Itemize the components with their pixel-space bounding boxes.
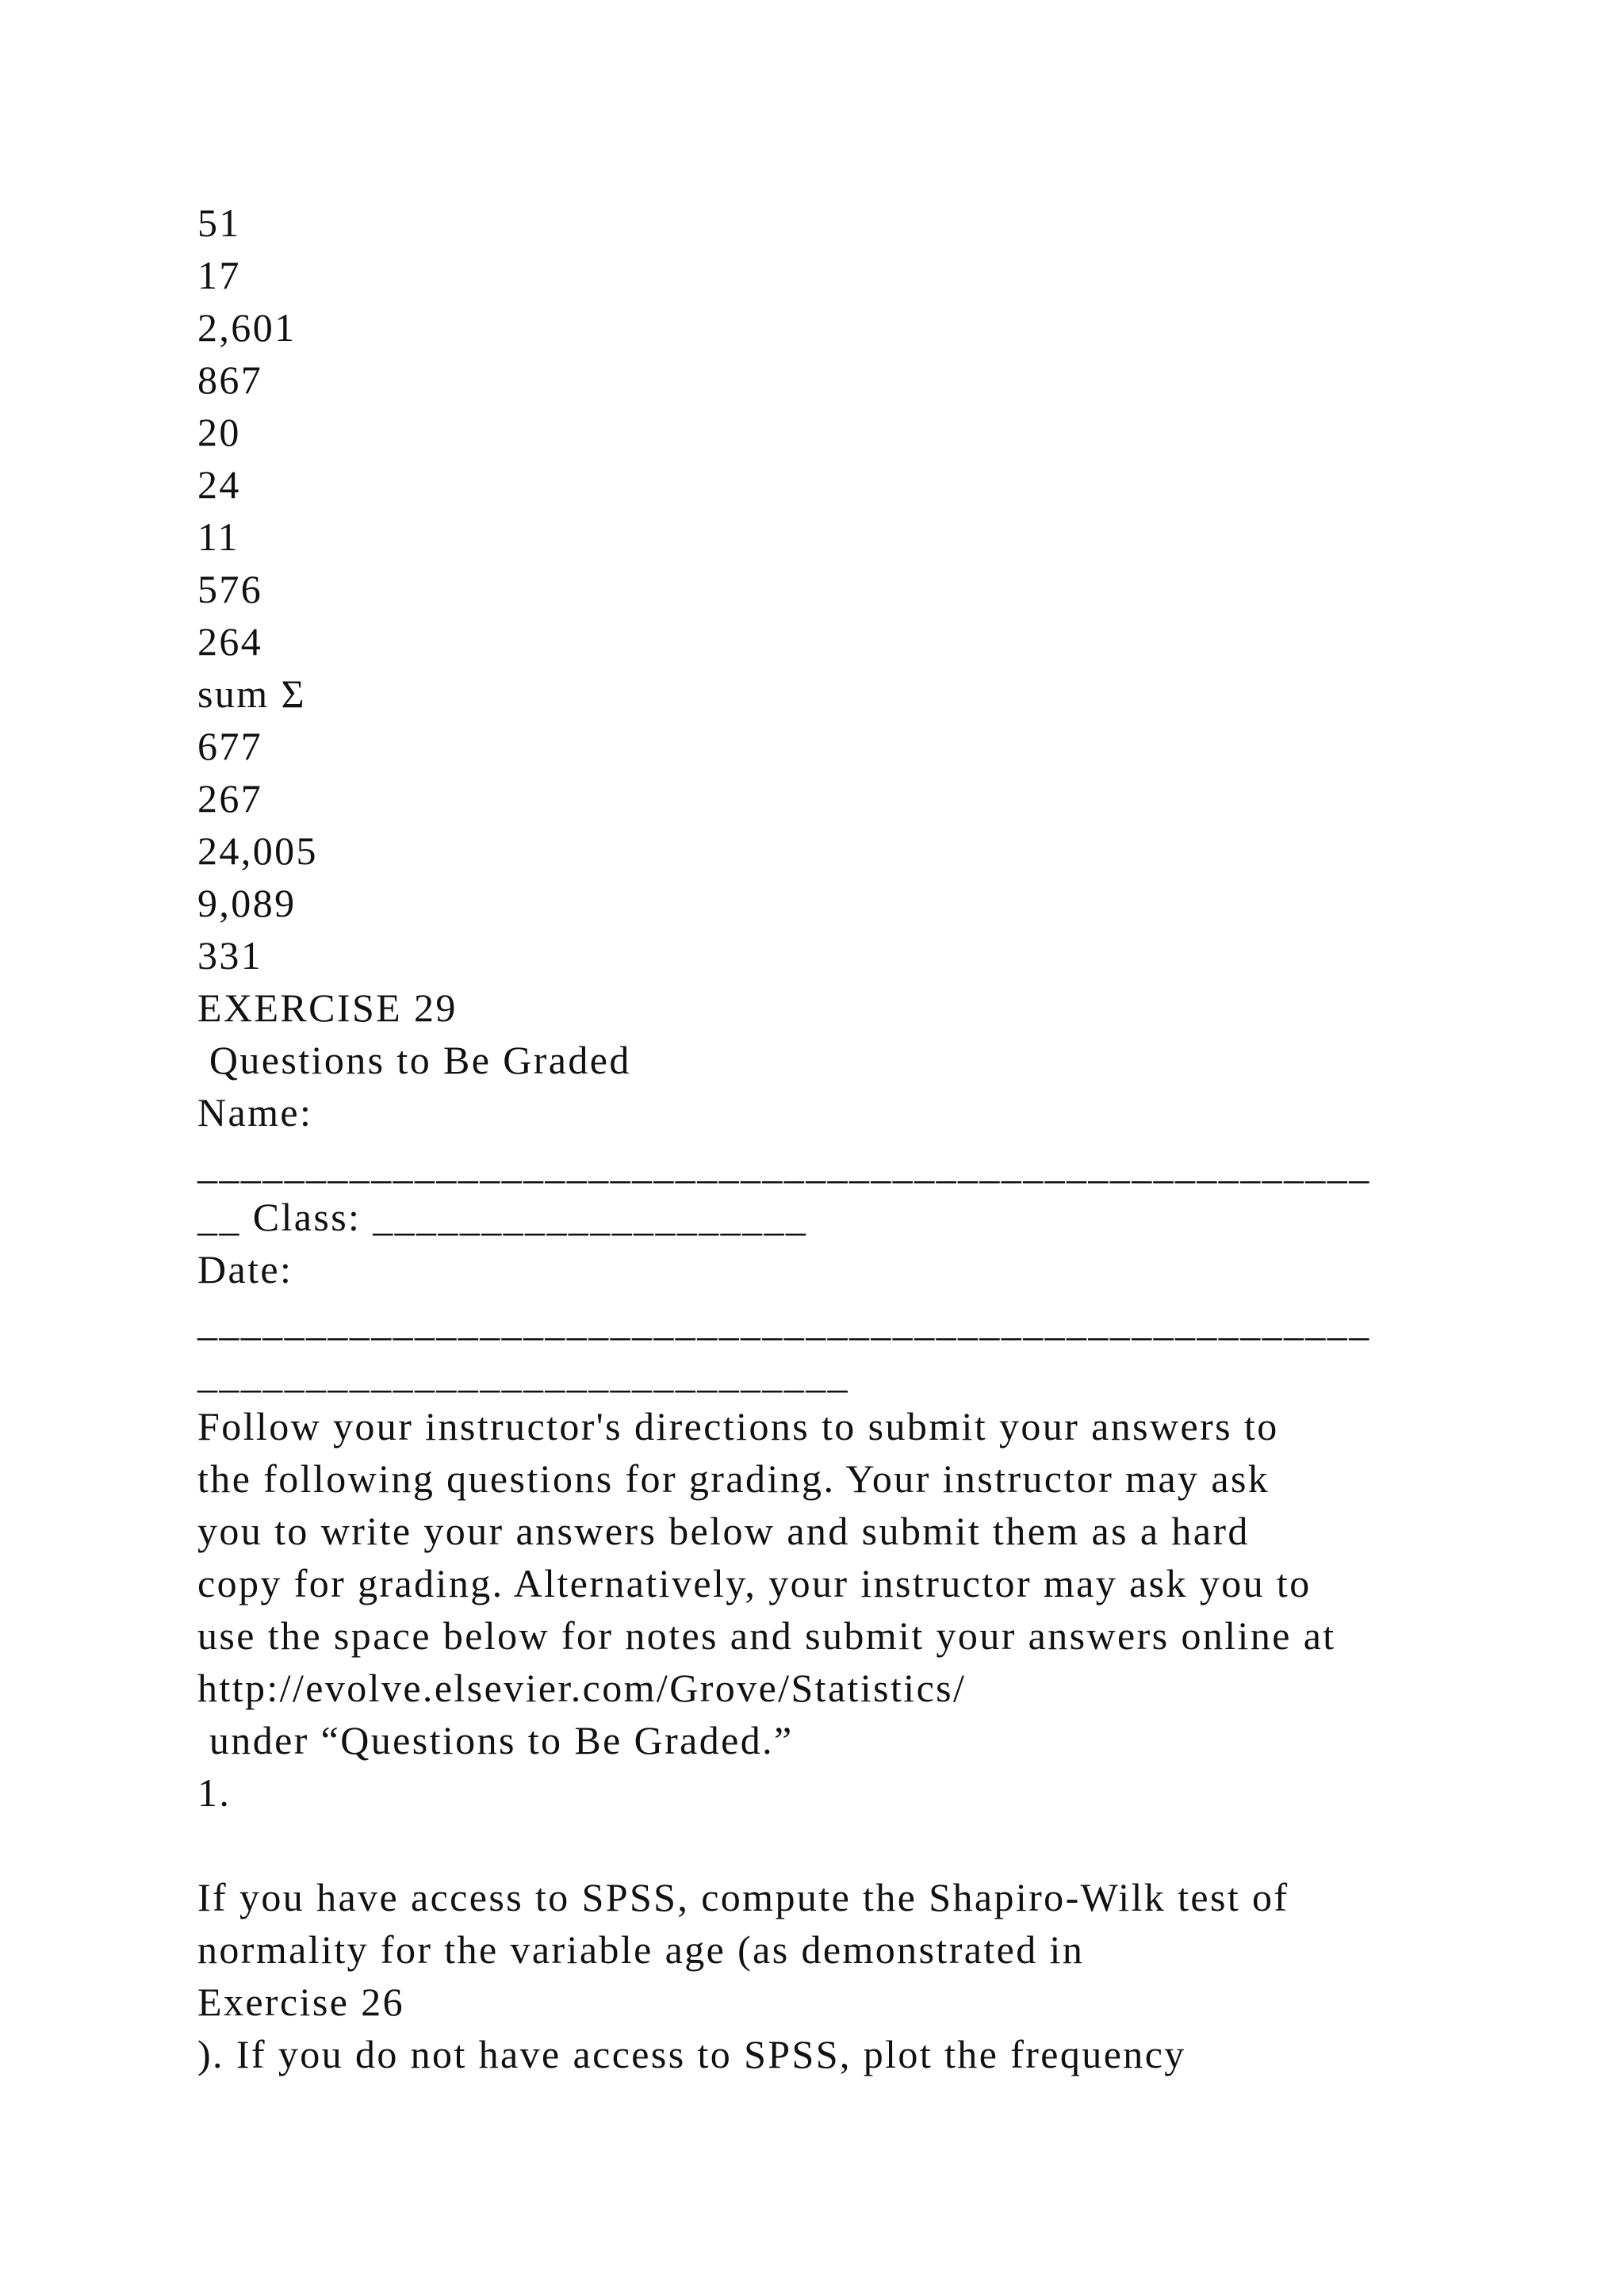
question-text: If you have access to SPSS, compute the Shapiro-Wilk test of bbox=[197, 1875, 1289, 1919]
value-line: 264 bbox=[197, 619, 263, 664]
instructions-url: http://evolve.elsevier.com/Grove/Statistics/ bbox=[197, 1666, 967, 1710]
class-field-line: __ Class: ____________________ bbox=[197, 1195, 808, 1239]
value-line: 9,089 bbox=[197, 881, 297, 925]
value-line: 2,601 bbox=[197, 305, 297, 350]
question-text: ). If you do not have access to SPSS, plot the frequency bbox=[197, 2032, 1186, 2076]
section-heading: Questions to Be Graded bbox=[197, 1038, 631, 1082]
value-line: 24,005 bbox=[197, 828, 318, 873]
instructions-text: you to write your answers below and submit them as a hard bbox=[197, 1509, 1250, 1553]
value-line: 17 bbox=[197, 253, 241, 297]
value-line: 576 bbox=[197, 567, 263, 611]
question-text: Exercise 26 bbox=[197, 1980, 405, 2024]
exercise-heading: EXERCISE 29 bbox=[197, 985, 458, 1030]
question-number: 1. bbox=[197, 1770, 232, 1815]
name-label: Name: bbox=[197, 1090, 313, 1135]
instructions-text: the following questions for grading. Your instructor may ask bbox=[197, 1456, 1270, 1501]
value-line: 20 bbox=[197, 410, 241, 454]
value-line: 51 bbox=[197, 201, 241, 245]
instructions-text: Follow your instructor's directions to submit your answers to bbox=[197, 1404, 1279, 1448]
instructions-text: copy for grading. Alternatively, your instructor may ask you to bbox=[197, 1561, 1312, 1605]
date-label: Date: bbox=[197, 1247, 293, 1292]
document-body bbox=[197, 197, 1530, 2080]
value-line: 867 bbox=[197, 358, 263, 402]
date-blank-line: ______________________________________________________ bbox=[197, 1299, 1371, 1344]
value-line: 11 bbox=[197, 515, 239, 559]
instructions-text: use the space below for notes and submit your answers online at bbox=[197, 1613, 1336, 1658]
date-blank-line-continued: ______________________________ bbox=[197, 1352, 849, 1396]
value-line: 677 bbox=[197, 724, 263, 768]
instructions-text: under “Questions to Be Graded.” bbox=[197, 1718, 794, 1762]
value-line: 267 bbox=[197, 776, 263, 821]
question-text: normality for the variable age (as demonstrated in bbox=[197, 1927, 1085, 1972]
blank-line bbox=[197, 1819, 1530, 1871]
sum-label: sum Σ bbox=[197, 672, 306, 716]
value-line: 24 bbox=[197, 462, 241, 507]
name-blank-line: ______________________________________________________ bbox=[197, 1142, 1371, 1187]
value-line: 331 bbox=[197, 933, 263, 978]
